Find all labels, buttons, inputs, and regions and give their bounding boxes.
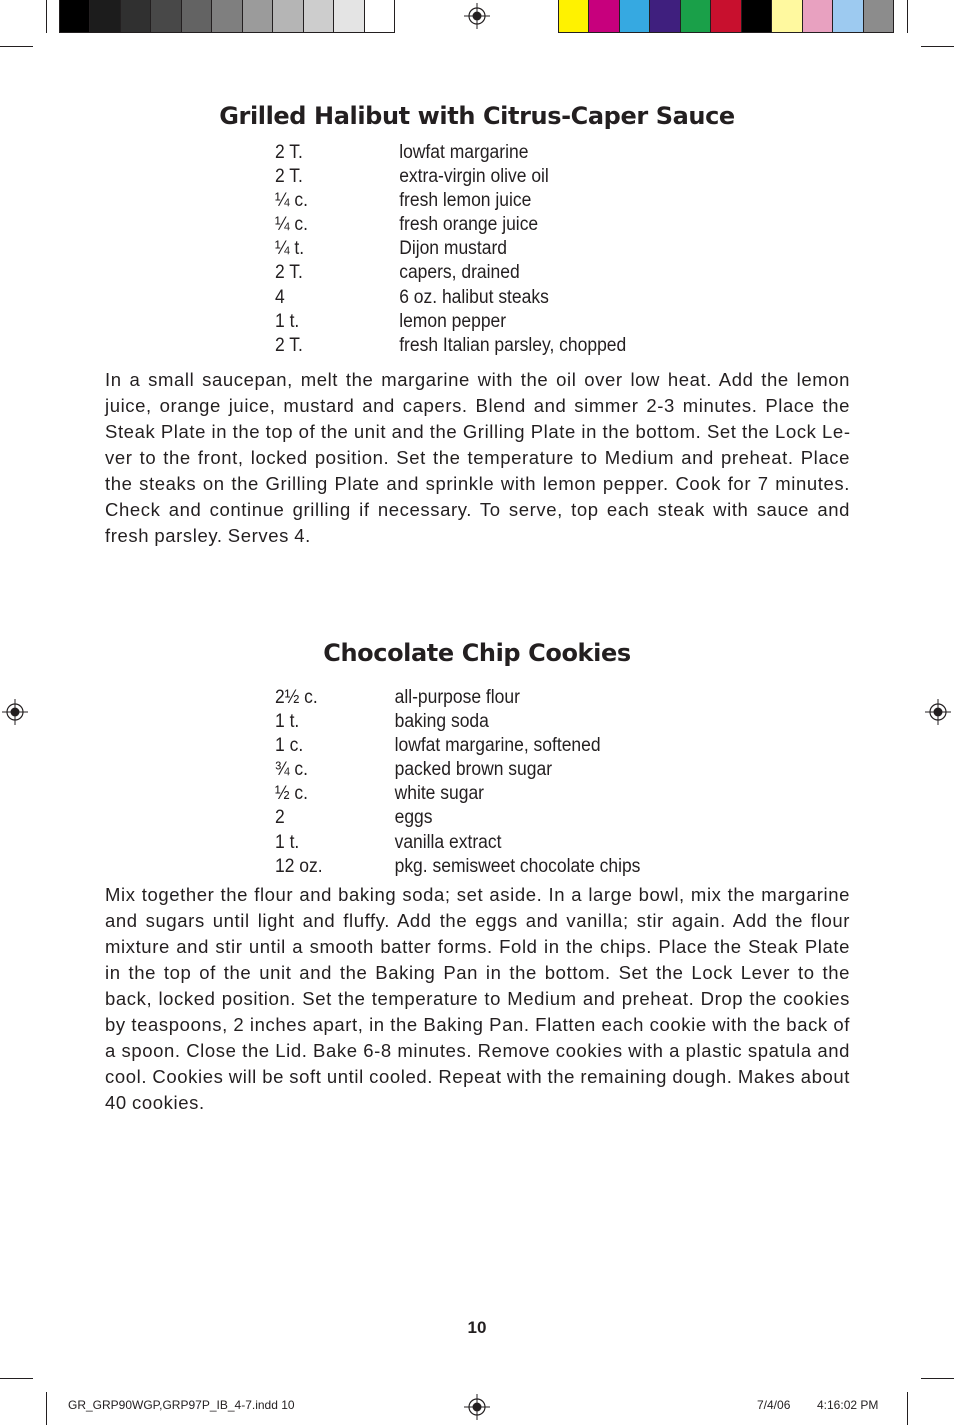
registration-mark-icon xyxy=(464,1394,490,1420)
registration-mark-icon xyxy=(464,3,490,29)
ingredient-name: extra-virgin olive oil xyxy=(399,166,549,188)
ingredient-row xyxy=(275,286,626,310)
ingredient-quantity: ½ c. xyxy=(275,783,309,805)
crop-mark xyxy=(46,0,47,33)
ingredient-row xyxy=(275,141,626,165)
ingredient-row xyxy=(275,855,640,879)
registration-mark-icon xyxy=(2,699,28,725)
color-swatch xyxy=(365,0,394,32)
ingredient-quantity: 12 oz. xyxy=(275,855,323,877)
ingredient-quantity: 1 t. xyxy=(275,310,300,332)
recipe-title: Grilled Halibut with Citrus-Caper Sauce xyxy=(219,102,735,130)
ingredient-list xyxy=(275,141,626,358)
registration-mark-icon xyxy=(925,699,951,725)
recipe-directions: Mix together the flour and baking soda; set aside. In a large bowl, mix the margarine and sugars until light and fluffy. Add the eggs and vanilla; stir again. Add the flour mixture and stir until a smooth batter forms. Fold in the chips. Place the Steak Plate in the top of the unit and the Baking Pan in the bottom. Set the Lock Lever to the back, locked position. Set the temperature to Medium and preheat. Drop the cookies by teaspoons, 2 inches apart, in the Baking Pan. Flatten each cookie with the back of a spoon. Close the Lid. Bake 6-8 minutes. Remove cookies with a plastic spatula and cool. Cookies will be soft until cooled. Repeat with the remaining dough. Makes about 40 cookies. xyxy=(105,884,850,1113)
file-slug: GR_GRP90WGP,GRP97P_IB_4-7.indd 10 xyxy=(68,1398,295,1412)
color-swatch xyxy=(182,0,212,32)
color-calibration-bar xyxy=(558,0,894,33)
color-swatch xyxy=(833,0,863,32)
ingredient-quantity: 1 t. xyxy=(275,831,300,853)
ingredient-quantity: 2 T. xyxy=(275,262,303,284)
ingredient-quantity: 1 c. xyxy=(275,735,304,757)
ingredient-name: all-purpose flour xyxy=(394,687,520,708)
slug-date: 7/4/06 xyxy=(757,1398,791,1412)
color-swatch xyxy=(650,0,680,32)
ingredient-name: 6 oz. halibut steaks xyxy=(399,286,549,308)
ingredient-quantity: 1 t. xyxy=(275,711,300,733)
ingredient-row xyxy=(275,334,626,358)
ingredient-name: baking soda xyxy=(394,711,489,733)
ingredient-name: Dijon mustard xyxy=(399,238,508,260)
ingredient-quantity: ¾ c. xyxy=(275,759,309,781)
ingredient-name: lowfat margarine, softened xyxy=(394,735,601,757)
grayscale-calibration-bar xyxy=(59,0,395,33)
ingredient-row xyxy=(275,806,640,830)
ingredient-quantity: 4 xyxy=(275,286,285,308)
ingredient-quantity: 2 T. xyxy=(275,166,303,188)
ingredient-name: lowfat margarine xyxy=(399,142,529,163)
crop-mark xyxy=(46,1392,47,1425)
ingredient-row xyxy=(275,165,626,189)
ingredient-row xyxy=(275,261,626,285)
color-swatch xyxy=(742,0,772,32)
crop-mark xyxy=(907,1392,908,1425)
color-swatch xyxy=(589,0,619,32)
crop-mark xyxy=(0,1378,33,1379)
ingredient-row xyxy=(275,213,626,237)
ingredient-row xyxy=(275,758,640,782)
color-swatch xyxy=(803,0,833,32)
ingredient-quantity: ¼ c. xyxy=(275,190,309,212)
ingredient-name: pkg. semisweet chocolate chips xyxy=(394,855,641,877)
ingredient-name: fresh Italian parsley, chopped xyxy=(399,334,627,356)
color-swatch xyxy=(273,0,303,32)
crop-mark xyxy=(0,46,33,47)
ingredient-name: fresh orange juice xyxy=(399,214,539,236)
ingredient-name: fresh lemon juice xyxy=(399,190,532,212)
ingredient-row xyxy=(275,831,640,855)
color-swatch xyxy=(772,0,802,32)
color-swatch xyxy=(121,0,151,32)
ingredient-list xyxy=(275,686,640,879)
ingredient-quantity: 2½ c. xyxy=(275,687,318,708)
recipe-directions: In a small saucepan, melt the margarine with the oil over low heat. Add the lemon juice, orange juice, mustard and capers. Blend and simmer 2-3 minutes. Place the Steak Plate in the top of the unit and the Grilling Plate in the bottom. Set the Lock Lever to the front, locked position. Set the temperature to Medium and preheat. Place the steaks on the Grilling Plate and sprinkle with lemon pepper. Cook for 7 minutes. Check and continue grilling if necessary. To serve, top each steak with sauce and fresh parsley. Serves 4. xyxy=(105,369,850,546)
color-swatch xyxy=(681,0,711,32)
color-swatch xyxy=(711,0,741,32)
color-swatch xyxy=(864,0,893,32)
ingredient-name: packed brown sugar xyxy=(394,759,553,781)
ingredient-row xyxy=(275,237,626,261)
crop-mark xyxy=(921,46,954,47)
ingredient-quantity: 2 xyxy=(275,807,285,829)
ingredient-name: eggs xyxy=(394,807,433,829)
ingredient-name: lemon pepper xyxy=(399,310,507,332)
ingredient-row xyxy=(275,686,640,710)
color-swatch xyxy=(151,0,181,32)
ingredient-row xyxy=(275,310,626,334)
crop-mark xyxy=(921,1378,954,1379)
ingredient-quantity: 2 T. xyxy=(275,334,303,356)
color-swatch xyxy=(212,0,242,32)
recipe-title: Chocolate Chip Cookies xyxy=(323,639,631,667)
color-swatch xyxy=(559,0,589,32)
color-swatch xyxy=(620,0,650,32)
ingredient-row xyxy=(275,734,640,758)
color-swatch xyxy=(334,0,364,32)
ingredient-row xyxy=(275,189,626,213)
ingredient-name: vanilla extract xyxy=(394,831,502,853)
page-number: 10 xyxy=(467,1318,487,1337)
slug-time: 4:16:02 PM xyxy=(817,1398,879,1412)
color-swatch xyxy=(243,0,273,32)
ingredient-quantity: 2 T. xyxy=(275,142,303,163)
ingredient-row xyxy=(275,782,640,806)
color-swatch xyxy=(90,0,120,32)
ingredient-name: white sugar xyxy=(394,783,484,805)
ingredient-row xyxy=(275,710,640,734)
crop-mark xyxy=(907,0,908,33)
color-swatch xyxy=(304,0,334,32)
ingredient-name: capers, drained xyxy=(399,262,520,284)
color-swatch xyxy=(60,0,90,32)
ingredient-quantity: ¼ t. xyxy=(275,238,305,260)
ingredient-quantity: ¼ c. xyxy=(275,214,309,236)
